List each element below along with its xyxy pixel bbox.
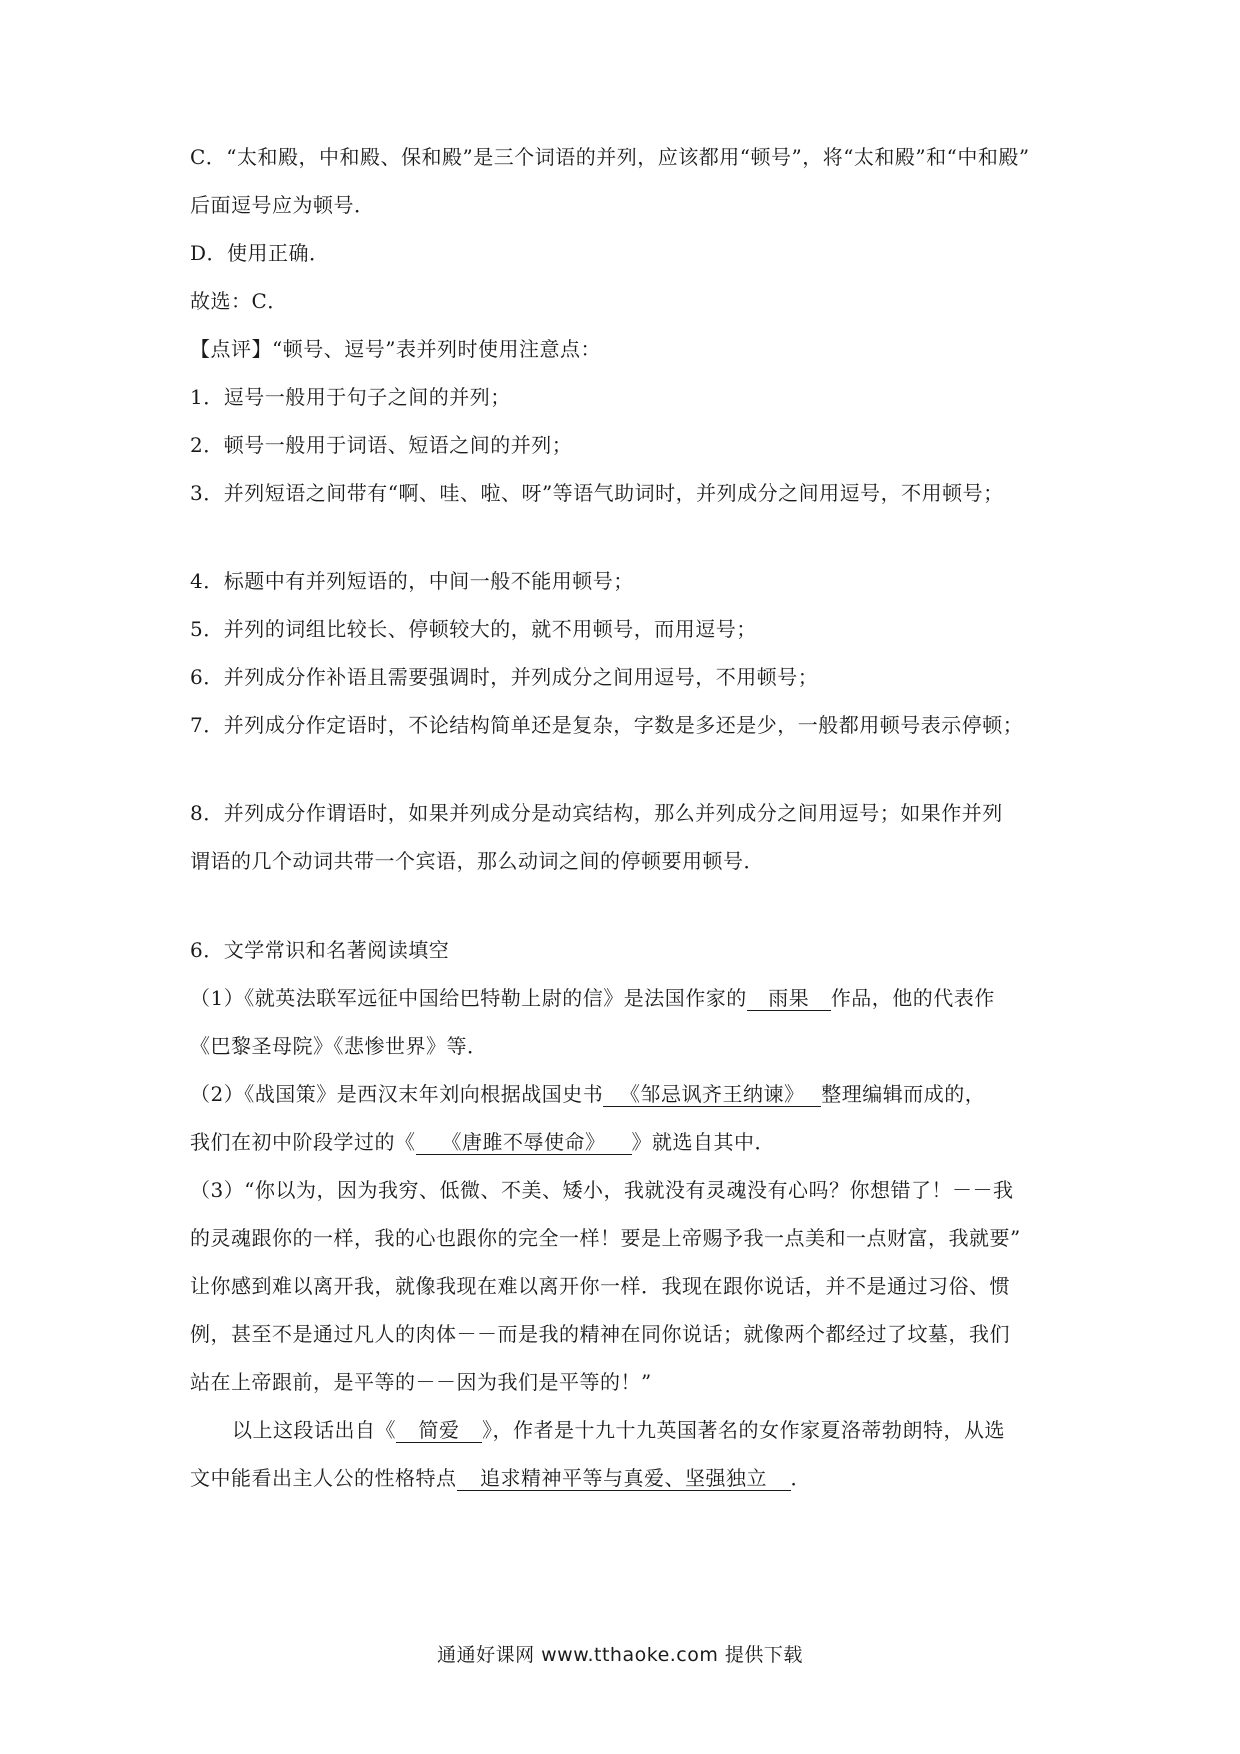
- rule-6: 6．并列成分作补语且需要强调时，并列成分之间用逗号，不用顿号；: [190, 665, 819, 689]
- question-title: 6．文学常识和名著阅读填空: [190, 938, 450, 962]
- q3-line-2: 的灵魂跟你的一样，我的心也跟你的完全一样！要是上帝赐予我一点美和一点财富，我就要”: [190, 1226, 1021, 1250]
- q3-line-3: 让你感到难以离开我，就像我现在难以离开你一样．我现在跟你说话，并不是通过习俗、惯: [190, 1274, 1010, 1298]
- q3-line-1: （3）“你以为，因为我穷、低微、不美、矮小，我就没有灵魂没有心吗？你想错了！－－我: [190, 1178, 1014, 1202]
- q3-line-6: [232, 1416, 1112, 1444]
- rule-3: 3．并列短语之间带有“啊、哇、啦、呀”等语气助词时，并列成分之间用逗号，不用顿号；: [190, 481, 1004, 505]
- q2-line-2: [190, 1128, 1070, 1156]
- rule-1: 1．逗号一般用于句子之间的并列；: [190, 385, 511, 409]
- comment-heading: 【点评】“顿号、逗号”表并列时使用注意点：: [190, 337, 601, 361]
- rule-4: 4．标题中有并列短语的，中间一般不能用顿号；: [190, 569, 634, 593]
- q2-prefix: （2）《战国策》是西汉末年刘向根据战国史书: [190, 1082, 604, 1106]
- q1-answer-blank: 雨果: [747, 986, 831, 1011]
- option-c-line-2: 后面逗号应为顿号．: [190, 193, 375, 217]
- q1-line-1: [190, 984, 1070, 1012]
- q3-7-prefix: 文中能看出主人公的性格特点: [190, 1466, 457, 1490]
- q1-prefix: （1）《就英法联军远征中国给巴特勒上尉的信》是法国作家的: [190, 986, 747, 1010]
- q2-line-1: [190, 1080, 1070, 1108]
- q2-suffix: 整理编辑而成的，: [821, 1082, 986, 1106]
- answer-line: 故选：C．: [190, 289, 288, 313]
- q3-line-4: 例，甚至不是通过凡人的肉体－－而是我的精神在同你说话；就像两个都经过了坟墓，我们: [190, 1322, 1010, 1346]
- q3-line-7: [190, 1464, 1070, 1492]
- q3-7-suffix: ．: [790, 1466, 811, 1490]
- q2-answer-blank: 《邹忌讽齐王纳谏》: [603, 1082, 821, 1107]
- option-c-line-1: C．“太和殿，中和殿、保和殿”是三个词语的并列，应该都用“顿号”，将“太和殿”和“中和殿”: [190, 145, 1030, 169]
- rule-7: 7．并列成分作定语时，不论结构简单还是复杂，字数是多还是少，一般都用顿号表示停顿；: [190, 713, 1024, 737]
- q1-line-2: 《巴黎圣母院》《悲惨世界》等．: [190, 1034, 488, 1058]
- q2b-answer-blank: 《唐雎不辱使命》: [416, 1130, 632, 1155]
- q3-6-prefix: 以上这段话出自《: [232, 1418, 396, 1442]
- rule-5: 5．并列的词组比较长、停顿较大的，就不用顿号，而用逗号；: [190, 617, 757, 641]
- rule-8-line-2: 谓语的几个动词共带一个宾语，那么动词之间的停顿要用顿号．: [190, 849, 764, 873]
- option-d-line: D．使用正确．: [190, 241, 330, 265]
- q3-6-suffix: 》，作者是十九十九英国著名的女作家夏洛蒂勃朗特，从选: [482, 1418, 1005, 1442]
- q2b-suffix: 》就选自其中．: [631, 1130, 775, 1154]
- rule-8-line-1: 8．并列成分作谓语时，如果并列成分是动宾结构，那么并列成分之间用逗号；如果作并列: [190, 801, 1003, 825]
- q3-trait-blank: 追求精神平等与真爱、坚强独立: [457, 1466, 791, 1491]
- page-footer: 通通好课网 www.tthaoke.com 提供下载: [437, 1644, 803, 1666]
- q3-book-blank: 简爱: [396, 1418, 482, 1443]
- q1-suffix: 作品，他的代表作: [830, 986, 995, 1010]
- rule-2: 2．顿号一般用于词语、短语之间的并列；: [190, 433, 573, 457]
- q2b-prefix: 我们在初中阶段学过的《: [190, 1130, 416, 1154]
- q3-line-5: 站在上帝跟前，是平等的－－因为我们是平等的！”: [190, 1370, 652, 1394]
